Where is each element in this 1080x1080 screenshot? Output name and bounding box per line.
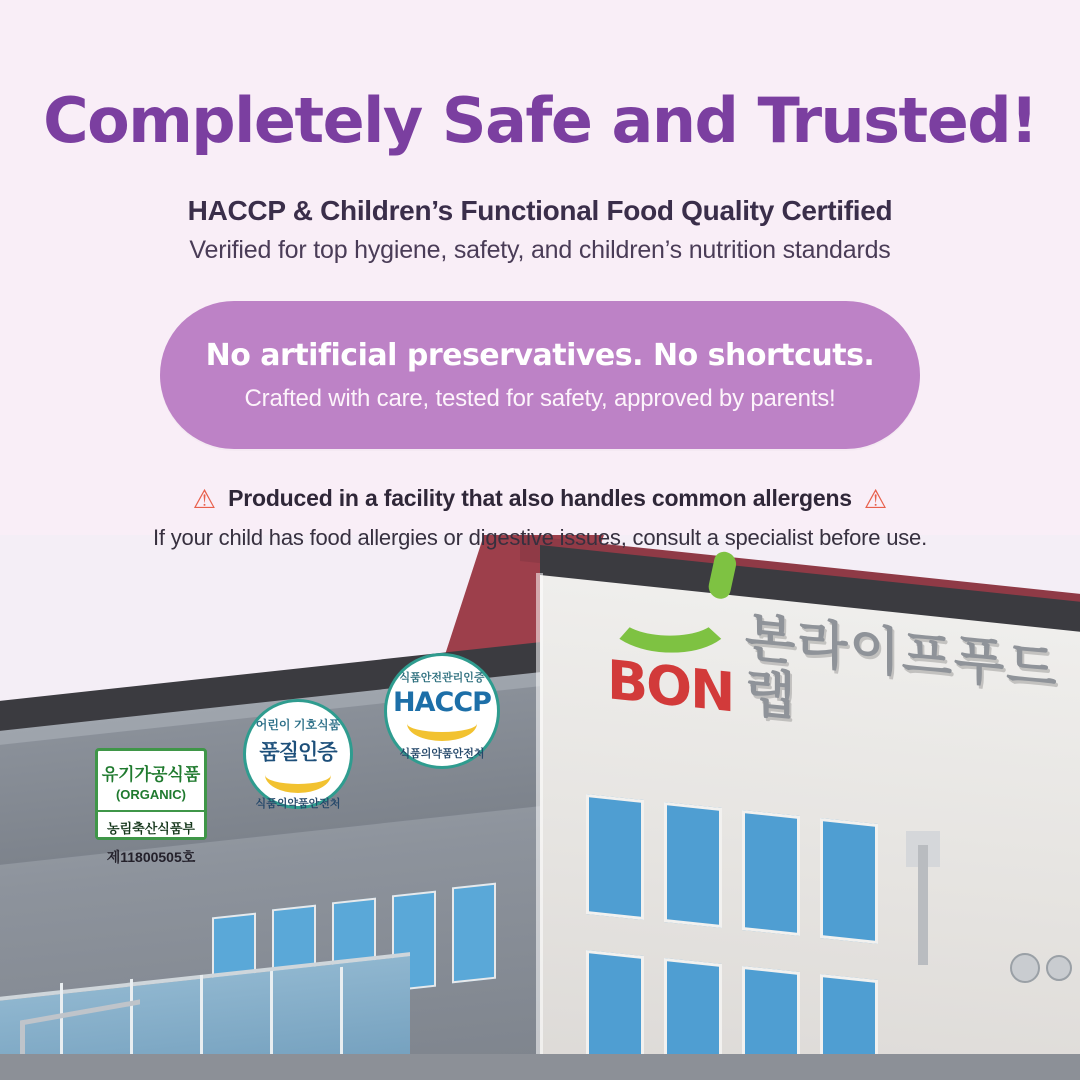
highlight-pill	[160, 301, 920, 449]
page-title: Completely Safe and Trusted!	[43, 84, 1037, 157]
warning-triangle-icon: ⚠	[863, 483, 888, 514]
satellite-dish-icon	[1010, 953, 1040, 983]
brand-logotype: BON	[607, 648, 734, 725]
badge-haccp-line3: 식품의약품안전처	[399, 748, 485, 760]
factory-photo	[0, 535, 1080, 1080]
warning-triangle-icon: ⚠	[192, 483, 217, 514]
window	[664, 802, 722, 928]
brand-korean-name: 본라이프푸드랩	[745, 607, 1059, 728]
badge-organic-line3: 농림축산식품부	[98, 810, 204, 837]
allergen-note: If your child has food allergies or digestive issues, consult a specialist before use.	[153, 525, 927, 551]
pill-subtitle: Crafted with care, tested for safety, approved by parents!	[244, 384, 836, 412]
allergen-warning-text: Produced in a facility that also handles common allergens	[228, 485, 852, 512]
badge-quality-line1: 어린이 기호식품	[255, 718, 341, 732]
window	[586, 794, 644, 920]
green-leaf-icon	[600, 580, 737, 652]
building-corner-edge	[536, 573, 543, 1080]
smile-arc-icon	[265, 771, 331, 793]
window	[452, 883, 496, 984]
satellite-dish-icon	[1046, 955, 1072, 981]
badge-organic	[95, 748, 207, 840]
window	[820, 818, 878, 944]
badge-haccp	[384, 653, 500, 769]
badge-haccp-line2: HACCP	[393, 687, 491, 718]
badge-quality-line2: 품질인증	[259, 741, 337, 764]
smile-arc-icon	[407, 721, 477, 741]
window	[742, 810, 800, 936]
badge-haccp-line1: 식품안전관리인증	[399, 672, 485, 684]
allergen-warning-row	[0, 485, 1080, 512]
ground-strip	[0, 1054, 1080, 1080]
badge-quality-line3: 식품의약품안전처	[255, 798, 341, 810]
antenna-pole	[918, 845, 928, 965]
pill-title: No artificial preservatives. No shortcuts.	[205, 337, 875, 373]
badge-quality	[243, 699, 353, 809]
subheading-secondary: Verified for top hygiene, safety, and children’s nutrition standards	[189, 236, 891, 265]
badge-organic-code: 제11800505호	[106, 849, 196, 865]
subheading-primary: HACCP & Children’s Functional Food Quality Certified	[187, 195, 893, 227]
badge-organic-line1: 유기가공식품	[101, 765, 201, 785]
badge-organic-line2: (ORGANIC)	[115, 787, 187, 802]
